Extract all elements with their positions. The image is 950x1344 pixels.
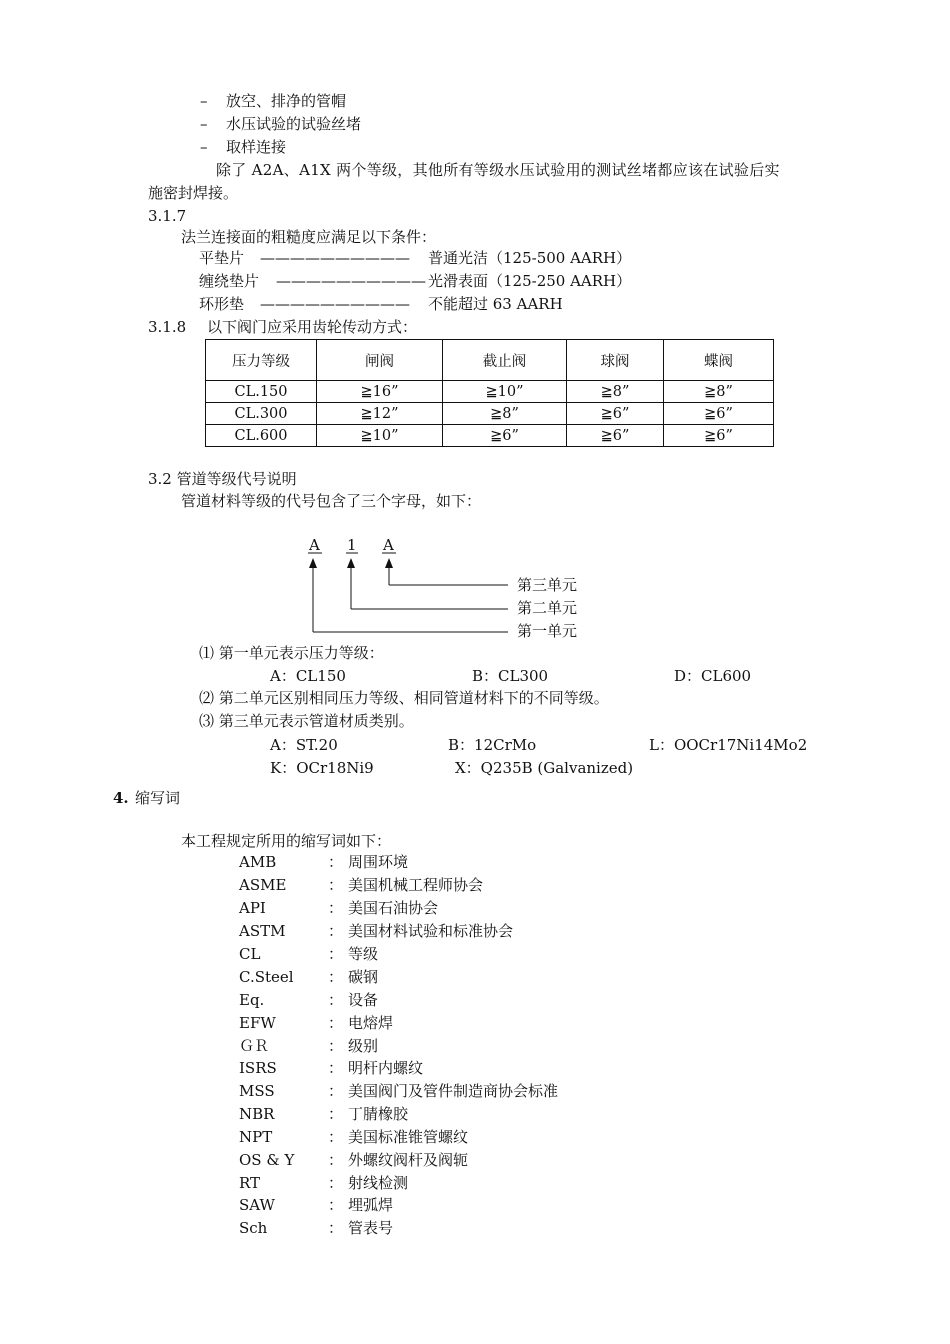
abbr-key: NBR [239, 1105, 275, 1123]
abbr-key: API [239, 899, 266, 917]
table-row [206, 381, 774, 403]
gasket-dashes: —————————— [276, 272, 426, 290]
abbr-colon: ： [328, 991, 344, 1009]
gasket-name: 平垫片 [199, 249, 245, 267]
table-cell: ≧6” [443, 425, 567, 447]
table-cell: ≧6” [567, 403, 664, 425]
abbr-colon: ： [328, 922, 344, 940]
table-cell: CL.300 [206, 403, 317, 425]
abbr-colon: ： [328, 1128, 344, 1146]
gasket-dashes: —————————— [260, 295, 410, 313]
gasket-value: 不能超过 63 AARH [428, 295, 563, 313]
list-dash: – [200, 138, 208, 156]
abbr-key: C.Steel [239, 968, 294, 986]
abbr-key: ASME [239, 876, 287, 894]
unit-label-3: 第三单元 [517, 576, 578, 594]
table-cell: ≧6” [664, 425, 774, 447]
section-intro: 管道材料等级的代号包含了三个字母，如下： [181, 492, 482, 510]
item-3: ⑶ 第三单元表示管道材质类别。 [199, 712, 414, 730]
table-header: 截止阀 [443, 340, 567, 381]
abbr-colon: ： [328, 1105, 344, 1123]
abbr-key: CL [239, 945, 261, 963]
option: K：OCr18Ni9 [270, 759, 374, 777]
list-item: 放空、排净的管帽 [226, 92, 347, 110]
abbr-key: Eq. [239, 991, 265, 1009]
abbr-value: 管表号 [348, 1219, 394, 1237]
item-1: ⑴ 第一单元表示压力等级： [199, 644, 384, 662]
abbr-key: ＧＲ [239, 1037, 270, 1055]
table-cell: ≧10” [443, 381, 567, 403]
gasket-dashes: —————————— [260, 249, 410, 267]
abbr-value: 设备 [348, 991, 379, 1009]
abbr-key: NPT [239, 1128, 273, 1146]
abbr-value: 丁腈橡胶 [348, 1105, 409, 1123]
code-letter-3: A [383, 536, 394, 554]
abbr-colon: ： [328, 1151, 344, 1169]
gasket-name: 环形垫 [199, 295, 245, 313]
paragraph-line: 施密封焊接。 [148, 184, 239, 202]
option: D：CL600 [674, 667, 752, 685]
table-header: 压力等级 [206, 340, 317, 381]
abbr-colon: ： [328, 1219, 344, 1237]
code-letter-2: 1 [347, 536, 357, 554]
table-header: 闸阀 [317, 340, 443, 381]
gear-operated-valve-table [205, 339, 774, 447]
abbr-colon: ： [328, 876, 344, 894]
table-cell: ≧8” [443, 403, 567, 425]
table-cell: ≧12” [317, 403, 443, 425]
arrow-up-icon [347, 558, 355, 568]
abbr-value: 周围环境 [348, 853, 409, 871]
table-row [206, 425, 774, 447]
abbr-colon: ： [328, 968, 344, 986]
gasket-name: 缠绕垫片 [199, 272, 260, 290]
abbr-value: 外螺纹阀杆及阀轭 [348, 1151, 469, 1169]
code-letter-1: A [309, 536, 320, 554]
abbr-value: 等级 [348, 945, 379, 963]
option: B：CL300 [472, 667, 549, 685]
list-item: 水压试验的试验丝堵 [226, 115, 362, 133]
gasket-value: 普通光洁（125-500 AARH） [428, 249, 632, 267]
abbr-colon: ： [328, 1196, 344, 1214]
section-heading: 3.2 管道等级代号说明 [148, 470, 297, 488]
table-header: 蝶阀 [664, 340, 774, 381]
abbr-colon: ： [328, 1174, 344, 1192]
abbr-key: EFW [239, 1014, 276, 1032]
arrow-up-icon [309, 558, 317, 568]
list-dash: – [200, 115, 208, 133]
abbr-colon: ： [328, 1037, 344, 1055]
table-header: 球阀 [567, 340, 664, 381]
arrow-up-icon [385, 558, 393, 568]
abbr-value: 电熔焊 [348, 1014, 394, 1032]
abbr-value: 美国石油协会 [348, 899, 439, 917]
table-row [206, 403, 774, 425]
section-intro: 以下阀门应采用齿轮传动方式： [207, 318, 418, 336]
option: A：CL150 [270, 667, 346, 685]
table-cell: ≧6” [664, 403, 774, 425]
abbr-colon: ： [328, 1014, 344, 1032]
table-cell: ≧8” [567, 381, 664, 403]
abbr-key: ASTM [239, 922, 286, 940]
section-title: 缩写词 [135, 789, 181, 807]
unit-label-2: 第二单元 [517, 599, 578, 617]
abbr-key: Sch [239, 1219, 268, 1237]
abbr-colon: ： [328, 945, 344, 963]
abbr-value: 埋弧焊 [348, 1196, 394, 1214]
list-item: 取样连接 [226, 138, 287, 156]
list-dash: – [200, 92, 208, 110]
class-code-diagram [300, 530, 600, 642]
option: B：12CrMo [448, 736, 537, 754]
abbr-value: 级别 [348, 1037, 379, 1055]
item-2: ⑵ 第二单元区别相同压力等级、相同管道材料下的不同等级。 [199, 689, 609, 707]
abbr-value: 射线检测 [348, 1174, 409, 1192]
abbr-value: 美国材料试验和标准协会 [348, 922, 514, 940]
table-cell: ≧6” [567, 425, 664, 447]
abbr-colon: ： [328, 899, 344, 917]
section-number: 4. [113, 789, 129, 807]
abbr-key: OS & Y [239, 1151, 295, 1169]
option: L：OOCr17Ni14Mo2 [649, 736, 808, 754]
option: X：Q235B (Galvanized) [455, 759, 634, 777]
abbr-value: 美国标准锥管螺纹 [348, 1128, 469, 1146]
abbr-colon: ： [328, 853, 344, 871]
abbr-key: SAW [239, 1196, 275, 1214]
abbr-value: 明杆内螺纹 [348, 1059, 424, 1077]
abbr-value: 美国机械工程师协会 [348, 876, 484, 894]
abbr-colon: ： [328, 1059, 344, 1077]
table-cell: ≧8” [664, 381, 774, 403]
table-cell: ≧16” [317, 381, 443, 403]
abbr-key: RT [239, 1174, 261, 1192]
table-cell: CL.150 [206, 381, 317, 403]
table-cell: ≧10” [317, 425, 443, 447]
abbr-key: ISRS [239, 1059, 277, 1077]
section-number: 3.1.7 [148, 207, 187, 225]
abbr-key: AMB [239, 853, 277, 871]
option: A：ST.20 [270, 736, 338, 754]
abbr-value: 美国阀门及管件制造商协会标准 [348, 1082, 559, 1100]
abbr-key: MSS [239, 1082, 275, 1100]
abbr-colon: ： [328, 1082, 344, 1100]
section-number: 3.1.8 [148, 318, 187, 336]
section-intro: 法兰连接面的粗糙度应满足以下条件： [181, 228, 437, 246]
paragraph-line: 除了 A2A、A1X 两个等级，其他所有等级水压试验用的测试丝堵都应该在试验后实 [216, 161, 780, 179]
section-intro: 本工程规定所用的缩写词如下： [181, 832, 392, 850]
table-cell: CL.600 [206, 425, 317, 447]
abbr-value: 碳钢 [348, 968, 379, 986]
gasket-value: 光滑表面（125-250 AARH） [428, 272, 632, 290]
table-header-row [206, 340, 774, 381]
unit-label-1: 第一单元 [517, 622, 578, 640]
